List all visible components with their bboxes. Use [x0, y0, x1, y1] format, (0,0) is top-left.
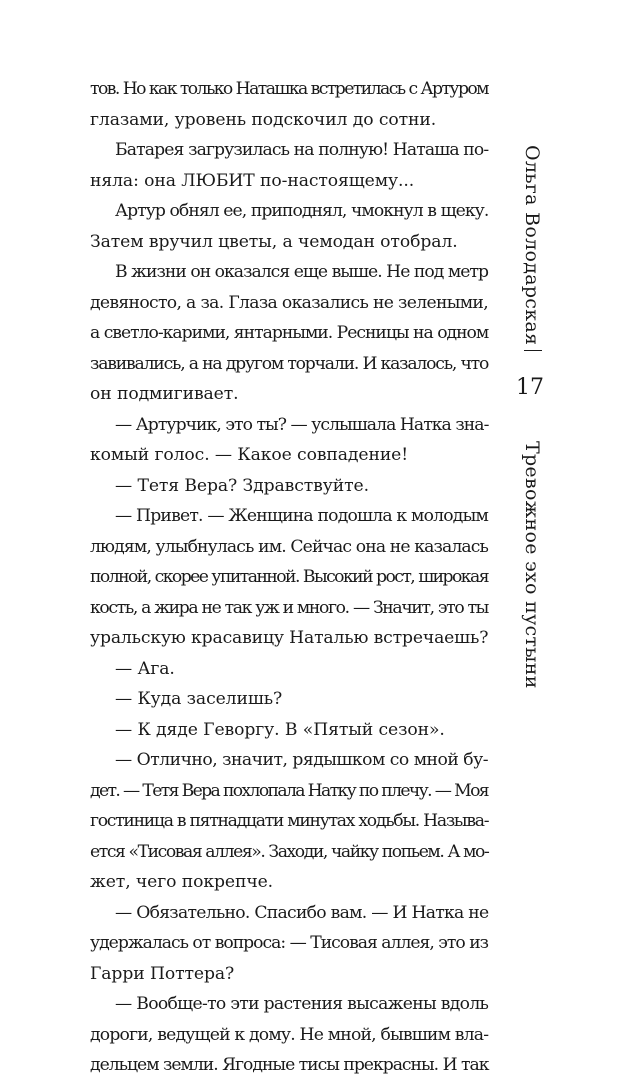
- text-line: — Вообще-то эти растения высажены вдоль: [115, 994, 489, 1014]
- running-head-divider: [524, 350, 542, 351]
- text-line: ется «Тисовая аллея». Заходи, чайку попьем. А мо-: [90, 841, 489, 862]
- text-line: девяносто, а за. Глаза оказались не зелеными,: [90, 292, 488, 313]
- text-line: комый голос. — Какое совпадение!: [90, 445, 409, 465]
- text-line: глазами, уровень подскочил до сотни.: [90, 109, 437, 130]
- text-line: удержалась от вопроса: — Тисовая аллея, это из: [90, 933, 488, 953]
- text-line: — Артурчик, это ты? — услышала Натка зна-: [115, 414, 489, 435]
- text-line: — Ага.: [115, 658, 175, 679]
- page-number: 17: [516, 375, 544, 400]
- text-line: дельцем земли. Ягодные тисы прекрасны. И так: [90, 1055, 489, 1075]
- text-line: няла: она ЛЮБИТ по-настоящему...: [90, 170, 415, 191]
- text-line: — Привет. — Женщина подошла к молодым: [115, 506, 489, 526]
- text-line: уральскую красавицу Наталью встречаешь?: [90, 628, 489, 648]
- text-line: — Тетя Вера? Здравствуйте.: [115, 475, 369, 496]
- text-line: Затем вручил цветы, а чемодан отобрал.: [90, 231, 458, 252]
- text-line: людям, улыбнулась им. Сейчас она не казалась: [90, 536, 489, 557]
- text-line: он подмигивает.: [90, 384, 239, 404]
- text-line: дороги, ведущей к дому. Не мной, бывшим вла-: [90, 1024, 489, 1045]
- text-line: гостиница в пятнадцати минутах ходьбы. Называ-: [90, 811, 489, 831]
- text-line: а светло-карими, янтарными. Ресницы на одном: [90, 323, 489, 343]
- text-line: В жизни он оказался еще выше. Не под метр: [115, 262, 488, 282]
- body-text: [90, 74, 488, 1081]
- text-line: — К дяде Геворгу. В «Пятый сезон».: [115, 719, 445, 740]
- running-head: [512, 145, 552, 895]
- text-line: дет. — Тетя Вера похлопала Натку по плечу. — Моя: [90, 780, 488, 801]
- text-line: Гарри Поттера?: [90, 963, 235, 984]
- text-line: кость, а жира не так уж и много. — Значит, это ты: [90, 597, 488, 618]
- book-title: Тревожное эхо пустыни: [521, 441, 543, 689]
- text-line: Артур обнял ее, приподнял, чмокнул в щеку.: [115, 201, 489, 221]
- author-name: Ольга Володарская: [521, 145, 543, 346]
- text-line: полной, скорее упитанной. Высокий рост, широкая: [90, 567, 488, 587]
- text-line: жет, чего покрепче.: [90, 872, 274, 892]
- text-line: тов. Но как только Наташка встретилась с Артуром: [90, 79, 488, 99]
- text-line: завивались, а на другом торчали. И казалось, что: [90, 353, 489, 374]
- text-line: — Обязательно. Спасибо вам. — И Натка не: [115, 902, 489, 923]
- text-line: — Куда заселишь?: [115, 689, 283, 709]
- text-line: — Отлично, значит, рядышком со мной бу-: [115, 750, 488, 770]
- text-line: Батарея загрузилась на полную! Наташа по-: [115, 140, 489, 160]
